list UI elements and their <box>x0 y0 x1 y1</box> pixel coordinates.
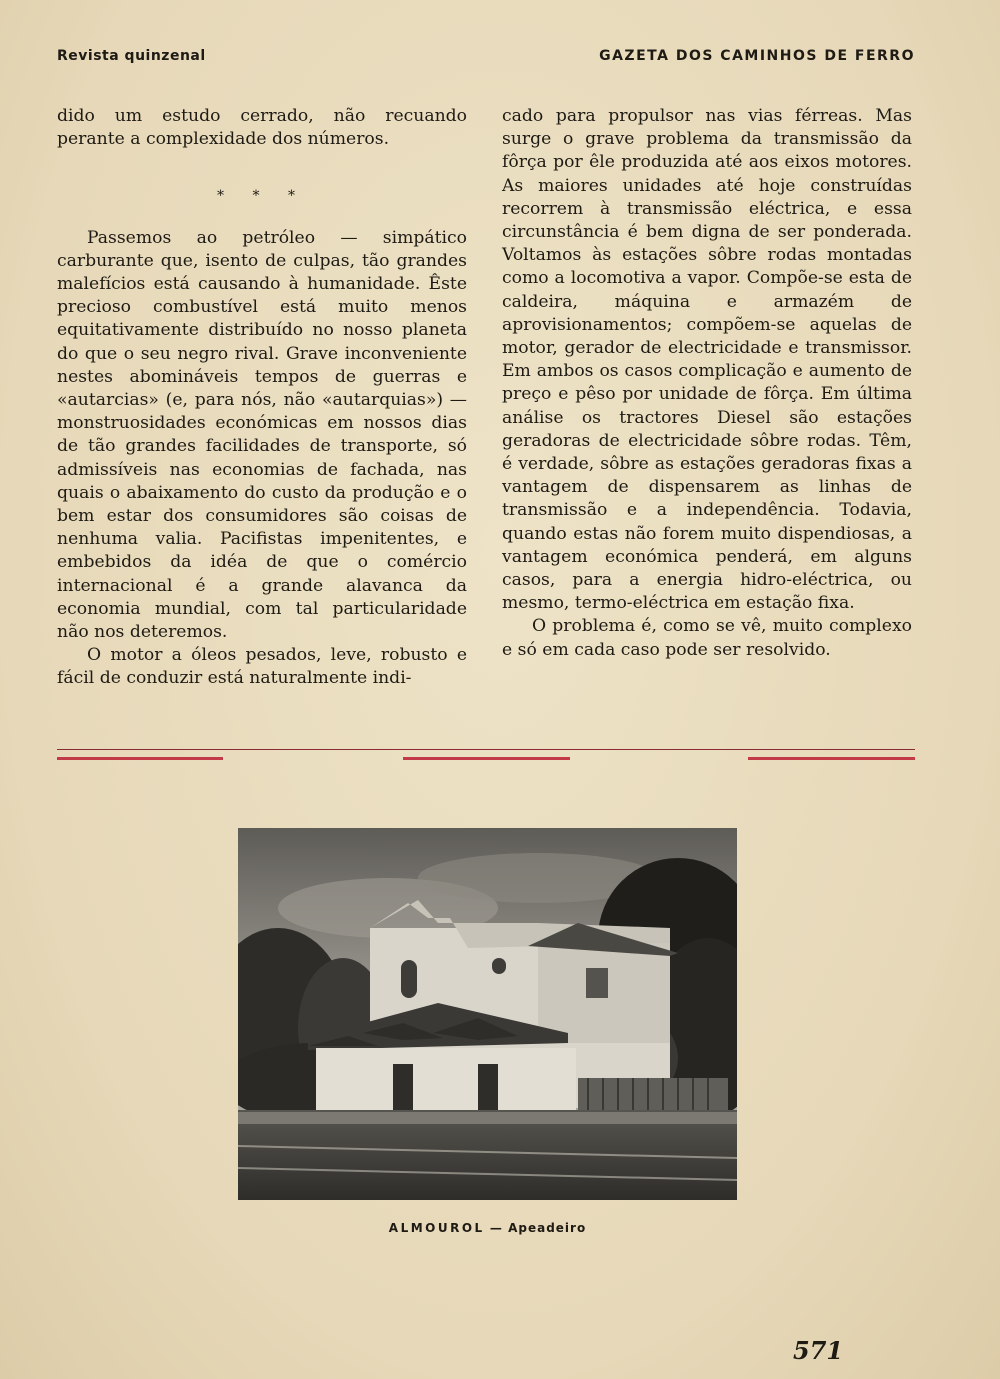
divider-red-center <box>403 757 570 760</box>
photo-caption <box>238 1221 737 1235</box>
page-number: 571 <box>793 1336 844 1365</box>
header-publication-title: GAZETA DOS CAMINHOS DE FERRO <box>599 48 915 64</box>
right-text-column <box>502 105 912 662</box>
header-journal-label: Revista quinzenal <box>57 48 206 64</box>
paragraph: O motor a óleos pesados, leve, robusto e fácil de conduzir está naturalmente indi- <box>57 645 467 689</box>
paragraph: dido um estudo cerrado, não recuando perante a complexidade dos números. <box>57 106 467 150</box>
caption-place: ALMOUROL <box>388 1221 485 1235</box>
paragraph: O problema é, como se vê, muito complexo e só em cada caso pode ser resolvido. <box>502 616 912 660</box>
caption-label: Apeadeiro <box>508 1221 587 1235</box>
station-photograph-image <box>238 828 737 1200</box>
station-photograph <box>238 828 737 1200</box>
left-text-column <box>57 105 467 691</box>
divider-red-left <box>57 757 223 760</box>
section-separator: * * * <box>217 188 307 205</box>
paragraph: Passemos ao petróleo — simpático carburante que, isento de culpas, tão grandes malefícios está causando à humanidade. Êste precioso combustível está muito menos equitativamente distribuído no nosso planeta do que o seu negro rival. Grave inconveniente nestes abomináveis tempos de guerras e «autarcias» (e, para nós, não «autarquias») — monstruosidades económicas em nossos dias de tão grandes facilidades de transporte, só admissíveis nas economias de fachada, nas quais o abaixamento do custo da produção e o bem estar dos consumidores são coisas de nenhuma valia. Pacifistas impenitentes, e embebidos da idéa de que o comércio internacional é a grande alavanca da economia mundial, com tal particularidade não nos deteremos. <box>57 227 467 643</box>
caption-dash: — <box>484 1221 509 1235</box>
divider-red-right <box>748 757 915 760</box>
divider-line <box>57 749 915 750</box>
paragraph: cado para propulsor nas vias férreas. Mas surge o grave problema da transmissão da fôrça por êle produzida até aos eixos motores. As maiores unidades até hoje construídas recorrem à transmissão eléctrica, e essa circunstância é bem digna de ser ponderada. Voltamos às estações sôbre rodas montadas como a locomotiva a vapor. Compõe-se esta de caldeira, máquina e armazém de aprovisionamentos; compõem-se aquelas de motor, gerador de electricidade e transmissor. Em ambos os casos complicação e aumento de preço e pêso por unidade de fôrça. Em última análise os tractores Diesel são estações geradoras de electricidade sôbre rodas. Têm, é verdade, sôbre as estações geradoras fixas a vantagem de dispensarem as linhas de transmissão e a independência. Todavia, quando estas não forem muito dispendiosas, a vantagem económica penderá, em alguns casos, para a energia hidro-eléctrica, ou mesmo, termo-eléctrica em estação fixa. <box>502 106 912 614</box>
